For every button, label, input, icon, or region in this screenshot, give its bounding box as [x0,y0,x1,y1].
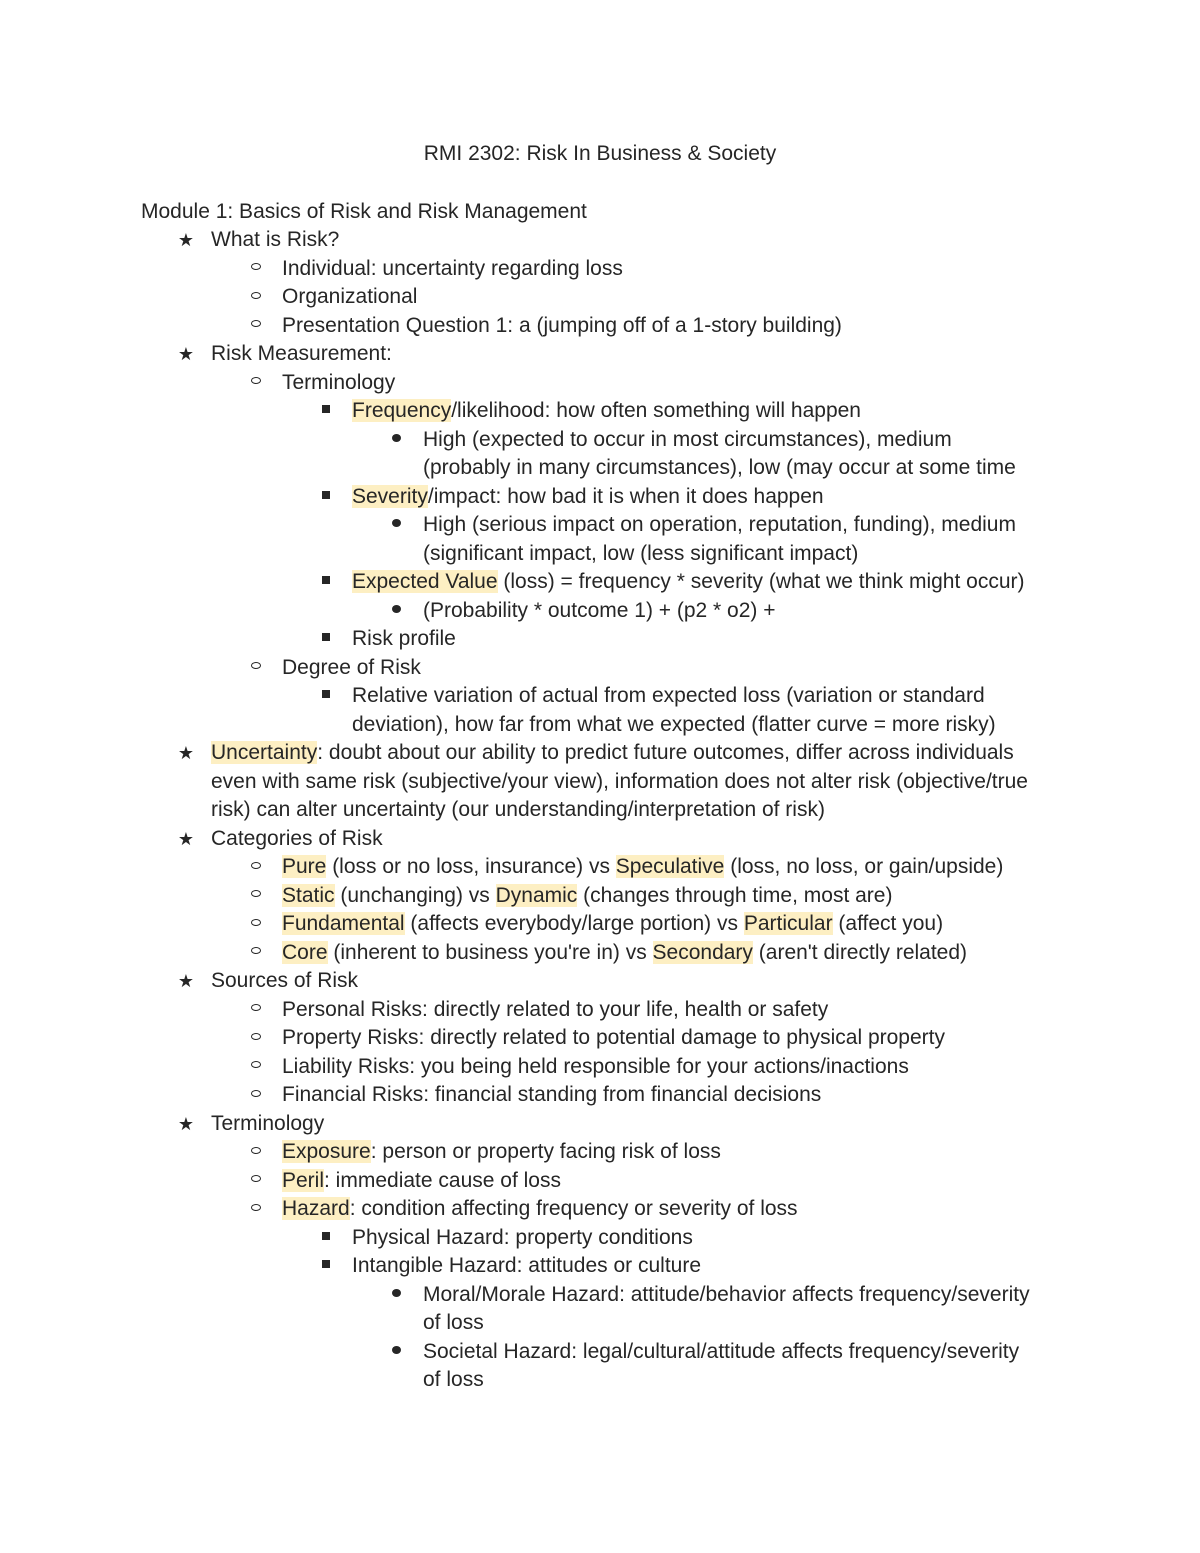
list-item: ★ Risk Measurement: [0,340,1200,369]
highlighted-term: Secondary [652,940,753,964]
highlighted-term: Static [282,883,335,907]
list-item-continuation: deviation), how far from what we expected (flatter curve = more risky) [352,712,996,736]
list-item: Property Risks: directly related to potential damage to physical property [0,1024,1200,1053]
square-bullet-icon [316,1224,336,1253]
highlighted-term: Expected Value [352,570,498,593]
square-bullet-icon [316,483,336,512]
highlighted-term: Dynamic [495,883,578,907]
list-item: Degree of Risk [0,654,1200,683]
list-item: Expected Value (loss) = frequency * severity (what we think might occur) [0,568,1200,597]
square-bullet-icon [316,1252,336,1281]
list-item: Terminology [0,369,1200,398]
list-item: Severity/impact: how bad it is when it does happen [0,483,1200,512]
list-item: (Probability * outcome 1) + (p2 * o2) + [0,597,1200,626]
list-item: ★ Uncertainty: doubt about our ability to predict future outcomes, differ across individuals [0,739,1200,768]
circle-bullet-icon [246,939,266,968]
list-item: High (expected to occur in most circumstances), medium [0,426,1200,455]
list-item-continuation: of loss [423,1368,484,1391]
list-item: Hazard: condition affecting frequency or severity of loss [0,1195,1200,1224]
highlighted-term: Speculative [615,855,725,878]
circle-bullet-icon [246,1024,266,1053]
list-item-continuation: risk) can alter uncertainty (our understanding/interpretation of risk) [211,798,825,821]
highlighted-term: Fundamental [282,912,405,935]
square-bullet-icon [316,397,336,426]
circle-bullet-icon [246,255,266,284]
circle-bullet-icon [246,369,266,398]
square-bullet-icon [316,625,336,654]
dot-bullet-icon [386,597,406,626]
circle-bullet-icon [246,1053,266,1082]
circle-bullet-icon [246,996,266,1025]
list-item: ★ Sources of Risk [0,967,1200,996]
list-item-continuation: (significant impact, low (less significant impact) [423,541,859,565]
circle-bullet-icon [246,1138,266,1167]
dot-bullet-icon [386,426,406,455]
list-item: Peril: immediate cause of loss [0,1167,1200,1196]
list-item-continuation: of loss [423,1311,484,1334]
highlighted-term: Exposure [282,1140,371,1163]
list-item: Individual: uncertainty regarding loss [0,255,1200,284]
circle-bullet-icon [246,654,266,683]
circle-bullet-icon [246,312,266,341]
circle-bullet-icon [246,882,266,911]
list-item: Liability Risks: you being held responsible for your actions/inactions [0,1053,1200,1082]
star-bullet-icon: ★ [177,743,195,763]
highlighted-term: Frequency [352,399,452,422]
list-item: Intangible Hazard: attitudes or culture [0,1252,1200,1281]
circle-bullet-icon [246,1167,266,1196]
highlighted-term: Core [282,940,328,964]
list-item: Fundamental (affects everybody/large portion) vs Particular (affect you) [0,910,1200,939]
star-bullet-icon: ★ [177,1113,195,1134]
list-item: ★ Terminology [0,1110,1200,1139]
list-item: Physical Hazard: property conditions [0,1224,1200,1253]
star-bullet-icon: ★ [177,828,195,849]
highlighted-term: Severity [352,484,428,508]
circle-bullet-icon [246,853,266,882]
square-bullet-icon [316,568,336,597]
square-bullet-icon [316,682,336,711]
dot-bullet-icon [386,511,406,540]
list-item-continuation: even with same risk (subjective/your view), information does not alter risk (objective/true [211,769,1028,793]
highlighted-term: Pure [282,855,327,878]
list-item: Relative variation of actual from expected loss (variation or standard [0,682,1200,711]
circle-bullet-icon [246,1081,266,1110]
list-item: Moral/Morale Hazard: attitude/behavior affects frequency/severity [0,1281,1200,1310]
list-item: Risk profile [0,625,1200,654]
highlighted-term: Hazard [282,1197,350,1220]
list-item: Exposure: person or property facing risk of loss [0,1138,1200,1167]
highlighted-term: Peril [282,1168,325,1192]
list-item-continuation: (probably in many circumstances), low (may occur at some time [423,456,1016,479]
list-item: Pure (loss or no loss, insurance) vs Speculative (loss, no loss, or gain/upside) [0,853,1200,882]
circle-bullet-icon [246,1195,266,1224]
dot-bullet-icon [386,1338,406,1367]
star-bullet-icon: ★ [177,344,195,364]
list-item: Organizational [0,283,1200,312]
list-item: High (serious impact on operation, reputation, funding), medium [0,511,1200,540]
module-heading: Module 1: Basics of Risk and Risk Management [141,200,587,223]
circle-bullet-icon [246,910,266,939]
outline-list [0,226,1200,1395]
dot-bullet-icon [386,1281,406,1310]
list-item: ★ Categories of Risk [0,825,1200,854]
list-item: Personal Risks: directly related to your life, health or safety [0,996,1200,1025]
list-item: ★ What is Risk? [0,226,1200,255]
highlighted-term: Particular [743,912,833,935]
list-item: Societal Hazard: legal/cultural/attitude affects frequency/severity [0,1338,1200,1367]
list-item: Frequency/likelihood: how often something will happen [0,397,1200,426]
document-title: RMI 2302: Risk In Business & Society [423,142,777,165]
star-bullet-icon: ★ [177,230,195,250]
circle-bullet-icon [246,283,266,312]
highlighted-term: Uncertainty [211,741,318,764]
list-item: Static (unchanging) vs Dynamic (changes through time, most are) [0,882,1200,911]
list-item: Financial Risks: financial standing from financial decisions [0,1081,1200,1110]
list-item: Presentation Question 1: a (jumping off of a 1-story building) [0,312,1200,341]
list-item: Core (inherent to business you're in) vs Secondary (aren't directly related) [0,939,1200,968]
star-bullet-icon: ★ [177,971,195,991]
